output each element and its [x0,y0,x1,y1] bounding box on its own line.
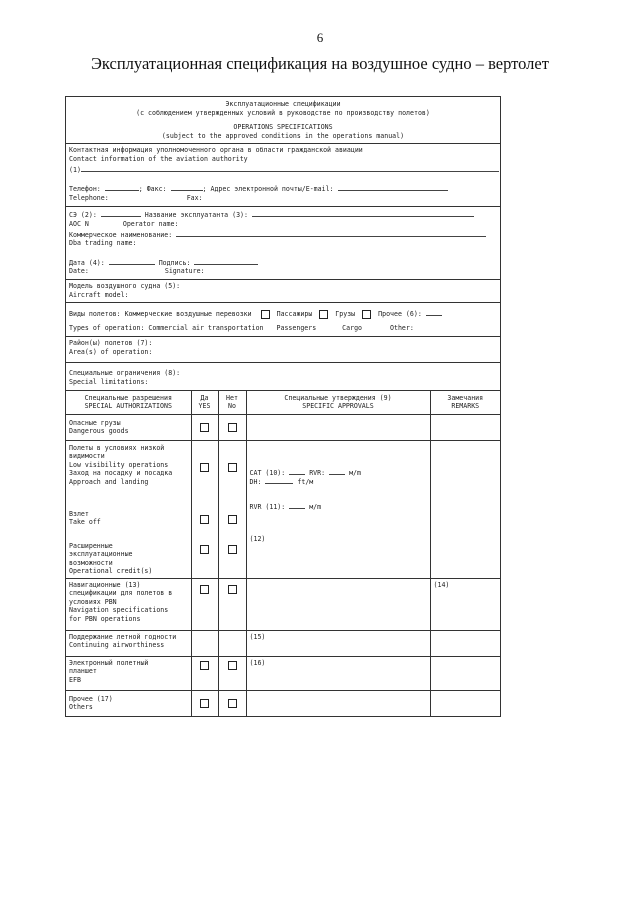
page-number: 6 [316,30,324,45]
contact-note: (1) [69,165,81,174]
area-en-label: Area(s) of operation: [69,347,153,356]
takeoff-ru-label: Взлет [69,509,89,518]
rvr11-label: RVR (11): [249,502,286,511]
table-row-dangerous-goods [66,414,500,440]
efb-label: Электронный полетный планшет EFB [66,656,191,690]
date-field[interactable] [109,257,155,265]
approach-ru-label: Заход на посадку и посадка [69,469,173,478]
operator-section [66,207,500,280]
col-yes: Да YES [191,390,218,414]
page-title: Эксплуатационная спецификация на воздушное судно – вертолет [91,54,549,73]
credit-no-checkbox[interactable] [228,545,237,554]
credit-en-label: Operational credit(s) [69,567,153,576]
takeoff-en-label: Take off [69,518,101,527]
aoc-field[interactable] [101,209,141,217]
limitations-label: Специальные ограничения (8): [69,369,181,378]
pbn-remarks: (14) [430,578,500,630]
limitations-en-label: Special limitations: [69,378,149,387]
others-yes-checkbox[interactable] [200,699,209,708]
operation-types-section [66,303,500,337]
dh-unit: ft/м [297,477,314,486]
aoc-en-label: AOC N [69,219,89,228]
other-field[interactable] [426,308,442,316]
efb-no-checkbox[interactable] [228,661,237,670]
col-no: Нет No [218,390,246,414]
efb-yes-checkbox[interactable] [200,661,209,670]
fax-en-label: Fax: [186,193,203,202]
header-ru-subtitle: (с соблюдением утвержденных условий в руководстве по производству полетов) [136,108,430,117]
limitations-section [66,363,500,389]
aircraft-model-label: Модель воздушного судна (5): [69,281,181,290]
credit-yes-checkbox[interactable] [200,545,209,554]
col-special-authorizations: Специальные разрешения SPECIAL AUTHORIZATIONS [66,390,191,414]
trade-name-label: Коммерческое наименование: [69,230,173,239]
contact-en: Contact information of the aviation authority [69,154,248,163]
passengers-en-label: Passengers [276,323,317,332]
rvr11-unit: м/m [309,502,322,511]
signature-en-label: Signature: [164,267,205,276]
dangerous-goods-yes-checkbox[interactable] [200,423,209,432]
table-row-low-visibility [66,440,500,578]
date-en-label: Date: [69,267,89,276]
authorizations-table [66,390,500,717]
signature-label: Подпись: [158,258,191,267]
operation-types-label: Виды полетов: Коммерческие воздушные перевозки [69,310,252,319]
others-approvals[interactable] [246,690,430,716]
others-remarks[interactable] [430,690,500,716]
table-row-pbn [66,578,500,630]
table-row-others [66,690,500,716]
dangerous-goods-remarks[interactable] [430,414,500,440]
pbn-no-checkbox[interactable] [228,585,237,594]
operations-specification-form [65,96,501,717]
takeoff-no-checkbox[interactable] [228,515,237,524]
pbn-yes-checkbox[interactable] [200,585,209,594]
email-label: ; Адрес электронной почты/E-mail: [202,185,334,194]
trade-name-field[interactable] [176,229,486,237]
pbn-label: Навигационные (13) спецификации для полетов в условиях PBN Navigation specifications for PBN operations [66,578,191,630]
aircraft-model-en-label: Aircraft model: [69,290,129,299]
continuing-airworthiness-label: Поддержание летной годности Continuing airworthiness [66,630,191,656]
phone-field[interactable] [105,183,139,191]
cat-field[interactable] [289,467,305,475]
area-section [66,337,500,363]
dangerous-goods-no-checkbox[interactable] [228,423,237,432]
dangerous-goods-approvals[interactable] [246,414,430,440]
low-visibility-approvals [246,440,430,578]
operator-name-field[interactable] [252,209,474,217]
fax-label: ; Факс: [138,185,167,194]
approach-en-label: Approach and landing [69,478,149,487]
others-label: Прочее (17) Others [66,690,191,716]
cargo-checkbox[interactable] [319,310,328,319]
low-visibility-remarks[interactable] [430,440,500,578]
low-visibility-label: Полеты в условиях низкой видимости Low visibility operations Заход на посадку и посадка Approach and landing Взлет Take off Расширенные эксплуатационные возможности Operational credit(s) [66,440,191,578]
continuing-airworthiness-remarks[interactable] [430,630,500,656]
cat-label: CAT (10): [249,468,286,477]
cargo-label: Грузы [335,310,356,319]
passengers-checkbox[interactable] [261,310,270,319]
cargo-en-label: Cargo [342,323,363,332]
dh-label: DH: [249,477,262,486]
contact-section [66,144,500,207]
table-row-continuing-airworthiness [66,630,500,656]
dh-field[interactable] [265,476,293,484]
date-label: Дата (4): [69,258,105,267]
contact-ru: Контактная информация уполномоченного органа в области гражданской авиации [69,146,363,155]
form-header [66,97,500,144]
col-remarks: Замечания REMARKS [430,390,500,414]
lvo-ru-label: Полеты в условиях низкой [69,443,165,452]
phone-en-label: Telephone: [69,193,109,202]
contact-field[interactable] [81,164,499,172]
operator-name-label: Название эксплуатанта (3): [144,211,248,220]
rvr-label: RVR: [309,468,326,477]
table-row-efb [66,656,500,690]
other-checkbox[interactable] [362,310,371,319]
passengers-label: Пассажиры [276,310,313,319]
operator-name-en-label: Operator name: [122,219,179,228]
approach-yes-checkbox[interactable] [200,463,209,472]
signature-field[interactable] [194,257,258,265]
efb-remarks[interactable] [430,656,500,690]
credit-note: (12) [249,534,266,543]
table-header-row [66,390,500,414]
header-en-subtitle: (subject to the approved conditions in the operations manual) [161,131,405,140]
area-label: Район(ы) полетов (7): [69,339,153,348]
trade-name-en-label: Dba trading name: [69,239,137,248]
operation-types-en-label: Types of operation: Commercial air transportation [69,323,264,332]
other-label: Прочее (6): [378,310,422,319]
rvr-field[interactable] [329,467,345,475]
takeoff-yes-checkbox[interactable] [200,515,209,524]
pbn-approvals[interactable] [246,578,430,630]
email-field[interactable] [338,183,448,191]
aircraft-section [66,280,500,303]
col-specific-approvals: Специальные утверждения (9) SPECIFIC APPROVALS [246,390,430,414]
phone-label: Телефон: [69,185,101,194]
aoc-label: СЭ (2): [69,211,97,220]
others-no-checkbox[interactable] [228,699,237,708]
approach-no-checkbox[interactable] [228,463,237,472]
rvr11-field[interactable] [289,501,305,509]
rvr-unit: м/m [349,468,361,477]
header-ru-title: Эксплуатационные спецификации [225,100,341,108]
efb-approvals: (16) [246,656,430,690]
continuing-airworthiness-approvals: (15) [246,630,430,656]
credit-ru-label: Расширенные эксплуатационные возможности [69,541,133,567]
header-en-title: OPERATIONS SPECIFICATIONS [233,123,333,132]
dangerous-goods-label: Опасные грузы Dangerous goods [66,414,191,440]
other-en-label: Other: [390,323,414,332]
fax-field[interactable] [171,183,203,191]
